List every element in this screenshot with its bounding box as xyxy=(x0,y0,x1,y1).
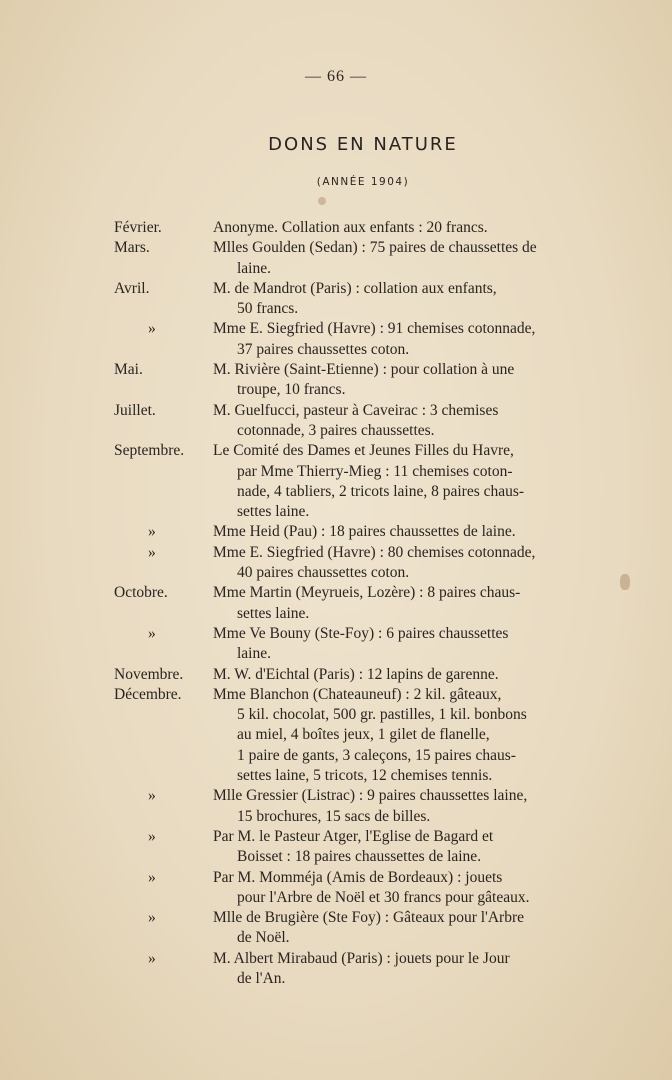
donation-entry xyxy=(0,583,672,624)
donation-entry xyxy=(0,786,672,827)
entry-line: M. Rivière (Saint-Etienne) : pour collation à une xyxy=(213,361,515,379)
donation-entry xyxy=(0,908,672,949)
entry-line: troupe, 10 francs. xyxy=(237,381,346,399)
entry-line: Par M. le Pasteur Atger, l'Eglise de Bagard et xyxy=(213,827,494,845)
donation-entry xyxy=(0,868,672,909)
entry-description xyxy=(213,827,609,868)
donation-entry xyxy=(0,360,672,401)
entry-line: M. de Mandrot (Paris) : collation aux enfants, xyxy=(213,279,497,297)
entry-line: Le Comité des Dames et Jeunes Filles du Havre, xyxy=(213,442,514,460)
entry-line: au miel, 4 boîtes jeux, 1 gilet de flanelle, xyxy=(237,726,490,744)
entry-description xyxy=(213,665,609,685)
entry-description xyxy=(213,624,609,665)
entry-date: Mai. xyxy=(114,361,143,379)
entry-line: Anonyme. Collation aux enfants : 20 francs. xyxy=(213,219,488,236)
entry-line: Mme Blanchon (Chateauneuf) : 2 kil. gâteaux, xyxy=(213,685,502,703)
entry-line: 15 brochures, 15 sacs de billes. xyxy=(237,807,431,825)
entry-line: Mme E. Siegfried (Havre) : 80 chemises cotonnade, xyxy=(213,543,536,561)
donation-entry xyxy=(0,624,672,665)
entry-description xyxy=(213,583,609,624)
page-number: — 66 — xyxy=(305,68,367,85)
donation-entry xyxy=(0,827,672,868)
ditto-mark: » xyxy=(148,868,156,886)
donation-entry xyxy=(0,279,672,320)
entry-line: Mlle Gressier (Listrac) : 9 paires chaussettes laine, xyxy=(213,787,528,805)
entry-description xyxy=(213,908,609,949)
entry-line: laine. xyxy=(237,645,271,663)
donations-list xyxy=(0,218,672,989)
entry-line: laine. xyxy=(237,259,271,277)
page-title: DONS EN NATURE xyxy=(268,134,458,155)
entry-line: de Noël. xyxy=(237,929,290,947)
ditto-mark: » xyxy=(148,543,156,561)
donation-entry xyxy=(0,949,672,990)
entry-description xyxy=(213,360,609,401)
entry-description xyxy=(213,786,609,827)
entry-line: pour l'Arbre de Noël et 30 francs pour gâteaux. xyxy=(237,888,530,906)
entry-description xyxy=(213,279,609,320)
entry-line: Mme Ve Bouny (Ste-Foy) : 6 paires chaussettes xyxy=(213,624,509,642)
entry-line: 37 paires chaussettes coton. xyxy=(237,340,410,358)
entry-line: Mlles Goulden (Sedan) : 75 paires de chaussettes de xyxy=(213,239,537,257)
donation-entry xyxy=(0,522,672,542)
page-subtitle: (ANNÉE 1904) xyxy=(316,176,410,188)
entry-description xyxy=(213,401,609,442)
donation-entry xyxy=(0,665,672,685)
entry-description xyxy=(213,319,609,360)
entry-description xyxy=(213,218,609,238)
entry-date: Décembre. xyxy=(114,685,182,703)
entry-line: cotonnade, 3 paires chaussettes. xyxy=(237,421,435,439)
donation-entry xyxy=(0,238,672,279)
ditto-mark: » xyxy=(148,949,156,967)
entry-line: 5 kil. chocolat, 500 gr. pastilles, 1 kil. bonbons xyxy=(237,706,527,724)
entry-line: M. Albert Mirabaud (Paris) : jouets pour le Jour xyxy=(213,949,510,967)
entry-line: 1 paire de gants, 3 caleçons, 15 paires chaus- xyxy=(237,746,516,764)
entry-description xyxy=(213,949,609,990)
ink-stain xyxy=(318,197,326,205)
entry-line: 40 paires chaussettes coton. xyxy=(237,564,410,582)
entry-line: M. W. d'Eichtal (Paris) : 12 lapins de garenne. xyxy=(213,665,499,683)
donation-entry xyxy=(0,218,672,238)
entry-line: de l'An. xyxy=(237,969,286,987)
ditto-mark: » xyxy=(148,787,156,805)
entry-date: Novembre. xyxy=(114,665,184,683)
entry-line: Mlle de Brugière (Ste Foy) : Gâteaux pour l'Arbre xyxy=(213,909,524,927)
ditto-mark: » xyxy=(148,320,156,338)
donation-entry xyxy=(0,543,672,584)
entry-description xyxy=(213,543,609,584)
entry-date: Juillet. xyxy=(114,401,156,419)
ditto-mark: » xyxy=(148,624,156,642)
ditto-mark: » xyxy=(148,909,156,927)
entry-date: Septembre. xyxy=(114,442,185,460)
entry-date: Mars. xyxy=(114,239,150,257)
entry-line: settes laine. xyxy=(237,604,310,622)
entry-line: nade, 4 tabliers, 2 tricots laine, 8 paires chaus- xyxy=(237,482,525,500)
entry-description xyxy=(213,868,609,909)
entry-description xyxy=(213,441,609,522)
entry-date: Octobre. xyxy=(114,584,168,602)
entry-line: par Mme Thierry-Mieg : 11 chemises coton- xyxy=(237,462,513,480)
ditto-mark: » xyxy=(148,827,156,845)
entry-date: Février. xyxy=(114,219,162,236)
entry-line: Mme E. Siegfried (Havre) : 91 chemises cotonnade, xyxy=(213,320,536,338)
entry-line: 50 francs. xyxy=(237,300,299,318)
entry-line: settes laine, 5 tricots, 12 chemises tennis. xyxy=(237,767,493,785)
donation-entry xyxy=(0,401,672,442)
entry-line: M. Guelfucci, pasteur à Caveirac : 3 chemises xyxy=(213,401,499,419)
entry-line: Par M. Momméja (Amis de Bordeaux) : jouets xyxy=(213,868,503,886)
entry-description xyxy=(213,238,609,279)
entry-date: Avril. xyxy=(114,279,150,297)
entry-line: Mme Martin (Meyrueis, Lozère) : 8 paires chaus- xyxy=(213,584,521,602)
donation-entry xyxy=(0,685,672,786)
entry-line: Mme Heid (Pau) : 18 paires chaussettes de laine. xyxy=(213,523,516,541)
donation-entry xyxy=(0,319,672,360)
donation-entry xyxy=(0,441,672,522)
ditto-mark: » xyxy=(148,523,156,541)
entry-line: settes laine. xyxy=(237,503,310,521)
entry-line: Boisset : 18 paires chaussettes de laine. xyxy=(237,848,482,866)
entry-description xyxy=(213,522,609,542)
entry-description xyxy=(213,685,609,786)
